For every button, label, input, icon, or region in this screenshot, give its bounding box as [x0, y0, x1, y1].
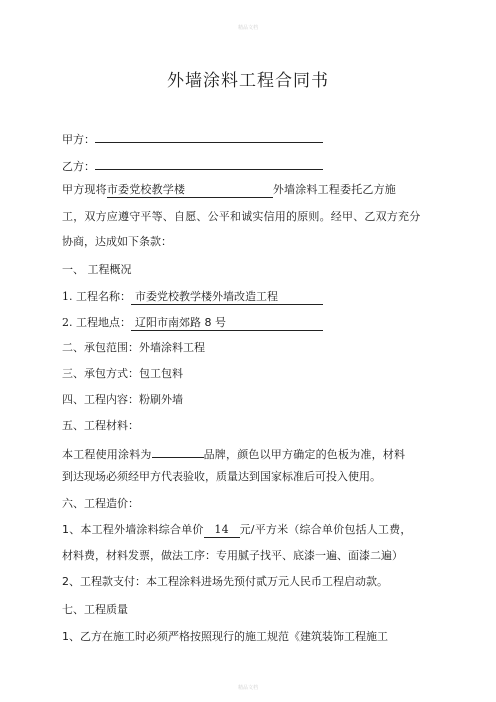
party-a-blank[interactable]: [95, 129, 323, 143]
party-b-label: 乙方：: [62, 160, 95, 173]
party-a-line: [62, 129, 440, 147]
unit-price-value: 14: [204, 523, 240, 538]
intro-line-1: [62, 183, 440, 198]
item-2-number: 2.: [62, 316, 73, 329]
intro-building: 市委党校教学楼: [107, 183, 273, 198]
section-5-heading: 五、工程材料：: [62, 419, 139, 432]
materials-brand-blank[interactable]: [152, 444, 204, 458]
materials-suffix: 品牌，颜色以甲方确定的色板为准，材料: [203, 448, 406, 461]
section-6-heading: 六、工程造价：: [62, 497, 139, 510]
party-b-line: [62, 156, 440, 174]
section-7-heading: 七、工程质量: [62, 603, 128, 616]
watermark-bottom: 精品文档: [237, 685, 258, 691]
intro-line-2: 工，双方应遵守平等、自愿、公平和诚实信用的原则。经甲、乙双方充分: [62, 210, 421, 223]
section-2-heading: 二、承包范围：外墙涂料工程: [62, 341, 205, 354]
project-location-value: 辽阳市南郊路 8 号: [131, 316, 323, 331]
section-4-heading: 四、工程内容：粉刷外墙: [62, 393, 183, 406]
payment-line: 2、工程款支付：本工程涂料进场先预付贰万元人民币工程启动款。: [62, 575, 388, 588]
section-3-heading: 三、承包方式：包工包料: [62, 367, 183, 380]
price-line-1: [62, 523, 440, 538]
project-location-label: 工程地点：: [76, 316, 131, 329]
intro-line-3: 协商，达成如下条款：: [62, 235, 172, 248]
project-name-label: 工程名称：: [76, 290, 131, 303]
document-title: 外墙涂料工程合同书: [167, 71, 329, 91]
materials-prefix: 本工程使用涂料为: [62, 448, 152, 461]
materials-line-1: [62, 444, 440, 462]
price-line-2: 材料费，材料发票，做法工序：专用腻子找平、底漆一遍、面漆二遍）: [62, 549, 403, 562]
party-a-label: 甲方：: [62, 133, 95, 146]
project-location-line: [62, 316, 440, 331]
watermark-top: 精品文档: [237, 25, 258, 31]
project-name-line: [62, 290, 440, 305]
price-prefix: 1、本工程外墙涂料综合单价: [62, 523, 204, 536]
intro-prefix: 甲方现将: [62, 183, 107, 196]
item-1-number: 1.: [62, 290, 73, 303]
section-1-heading: 一、 工程概况: [62, 263, 132, 276]
project-name-value: 市委党校教学楼外墙改造工程: [131, 290, 323, 305]
party-b-blank[interactable]: [95, 156, 323, 170]
quality-line-1: 1、乙方在施工时必须严格按照现行的施工规范《建筑装饰工程施工: [62, 630, 388, 643]
price-suffix: 元/平方米（综合单价包括人工费，: [239, 523, 412, 536]
intro-suffix: 外墙涂料工程委托乙方施: [272, 183, 397, 196]
materials-line-2: 到达现场必须经甲方代表验收，质量达到国家标准后可投入使用。: [62, 470, 381, 483]
